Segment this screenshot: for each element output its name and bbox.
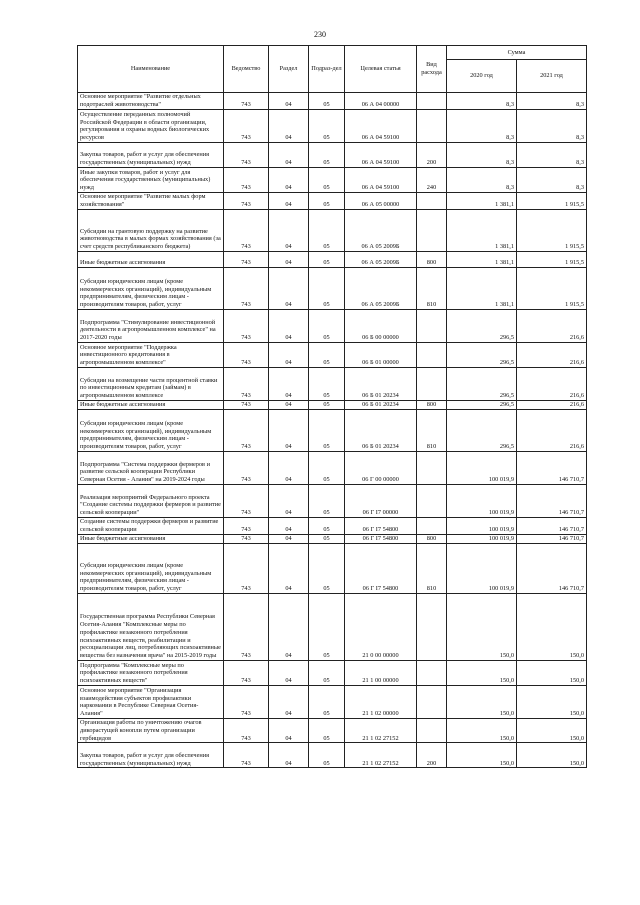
cell-expense-type: [417, 93, 447, 110]
cell-name: Иные бюджетные ассигнования: [78, 252, 224, 268]
table-row: [78, 410, 587, 452]
cell-vedomstvo: 743: [224, 743, 269, 768]
cell-name: Иные бюджетные ассигнования: [78, 535, 224, 544]
cell-target-article: 06 Г 00 00000: [345, 452, 417, 485]
cell-year-2021: 150,0: [517, 686, 587, 719]
cell-razdel: 04: [269, 210, 309, 252]
cell-vedomstvo: 743: [224, 686, 269, 719]
cell-year-2021: 1 915,5: [517, 193, 587, 210]
cell-expense-type: [417, 661, 447, 686]
cell-year-2020: 100 019,9: [447, 518, 517, 535]
header-target-article: Целевая статья: [345, 46, 417, 93]
cell-expense-type: 800: [417, 252, 447, 268]
cell-expense-type: [417, 485, 447, 518]
cell-year-2021: 150,0: [517, 594, 587, 661]
cell-year-2021: 8,3: [517, 110, 587, 143]
cell-name: Основное мероприятие "Развитие отдельных подотраслей животноводства": [78, 93, 224, 110]
cell-year-2021: 216,6: [517, 310, 587, 343]
cell-expense-type: 810: [417, 410, 447, 452]
cell-name: Создание системы поддержки фермеров и развитие сельской кооперации: [78, 518, 224, 535]
table-row: [78, 193, 587, 210]
cell-vedomstvo: 743: [224, 252, 269, 268]
cell-expense-type: [417, 368, 447, 401]
cell-year-2020: 100 019,9: [447, 535, 517, 544]
cell-name: Реализация мероприятий Федерального проекта "Создание системы поддержки фермеров и развитие сельской кооперации": [78, 485, 224, 518]
cell-razdel: 04: [269, 594, 309, 661]
cell-vedomstvo: 743: [224, 661, 269, 686]
cell-year-2021: 216,6: [517, 410, 587, 452]
cell-target-article: 06 Б 01 20234: [345, 410, 417, 452]
cell-year-2021: 216,6: [517, 368, 587, 401]
cell-year-2020: 150,0: [447, 719, 517, 743]
table-row: [78, 143, 587, 168]
cell-year-2020: 150,0: [447, 686, 517, 719]
cell-expense-type: 240: [417, 168, 447, 193]
cell-year-2020: 8,3: [447, 143, 517, 168]
cell-name: Субсидии на грантовую поддержку на развитие животноводства в малых формах хозяйствования (за счет средств республиканского бюджета): [78, 210, 224, 252]
cell-year-2020: 8,3: [447, 93, 517, 110]
cell-target-article: 06 А 04 59100: [345, 110, 417, 143]
cell-expense-type: 200: [417, 743, 447, 768]
page-number: 230: [314, 30, 326, 39]
cell-target-article: 06 А 05 2009Б: [345, 210, 417, 252]
cell-podrazdel: 05: [309, 143, 345, 168]
cell-razdel: 04: [269, 310, 309, 343]
cell-year-2021: 1 915,5: [517, 210, 587, 252]
cell-podrazdel: 05: [309, 93, 345, 110]
cell-year-2021: 146 710,7: [517, 535, 587, 544]
cell-expense-type: 800: [417, 535, 447, 544]
table-row: [78, 544, 587, 594]
cell-expense-type: 810: [417, 544, 447, 594]
cell-podrazdel: 05: [309, 594, 345, 661]
cell-name: Подпрограмма "Система поддержки фермеров и развитие сельской кооперации Республики Северная Осетия - Алания" на 2019-2024 годы: [78, 452, 224, 485]
cell-razdel: 04: [269, 168, 309, 193]
cell-year-2020: 8,3: [447, 168, 517, 193]
cell-vedomstvo: 743: [224, 310, 269, 343]
table-row: [78, 168, 587, 193]
cell-name: Организация работы по уничтожению очагов дикорастущей конопли путем организации гербицидов: [78, 719, 224, 743]
cell-name: Субсидии на возмещение части процентной ставки по инвестиционным кредитам (займам) в агропромышленном комплексе: [78, 368, 224, 401]
cell-expense-type: [417, 686, 447, 719]
cell-name: Иные бюджетные ассигнования: [78, 401, 224, 410]
cell-target-article: 06 Б 01 00000: [345, 343, 417, 368]
cell-razdel: 04: [269, 452, 309, 485]
cell-year-2020: 100 019,9: [447, 544, 517, 594]
budget-table: [77, 45, 587, 768]
cell-target-article: 06 А 04 59100: [345, 143, 417, 168]
cell-target-article: 06 Г I7 00000: [345, 485, 417, 518]
table-row: [78, 93, 587, 110]
cell-name: Основное мероприятие "Организация взаимодействия субъектов профилактики наркомании в Республике Северная Осетия-Алания": [78, 686, 224, 719]
cell-year-2021: 8,3: [517, 143, 587, 168]
header-razdel: Раздел: [269, 46, 309, 93]
cell-podrazdel: 05: [309, 310, 345, 343]
cell-year-2020: 296,5: [447, 401, 517, 410]
cell-razdel: 04: [269, 252, 309, 268]
cell-name: Подпрограмма "Стимулирование инвестиционной деятельности в агропромышленном комплексе" на 2017-2020 годы: [78, 310, 224, 343]
cell-razdel: 04: [269, 93, 309, 110]
cell-expense-type: [417, 518, 447, 535]
cell-razdel: 04: [269, 368, 309, 401]
cell-year-2020: 1 381,1: [447, 252, 517, 268]
cell-year-2021: 8,3: [517, 168, 587, 193]
cell-vedomstvo: 743: [224, 368, 269, 401]
cell-podrazdel: 05: [309, 193, 345, 210]
cell-vedomstvo: 743: [224, 594, 269, 661]
cell-expense-type: [417, 210, 447, 252]
cell-year-2020: 150,0: [447, 743, 517, 768]
table-row: [78, 686, 587, 719]
cell-target-article: 06 А 05 2009Б: [345, 268, 417, 310]
cell-target-article: 06 Б 00 00000: [345, 310, 417, 343]
cell-vedomstvo: 743: [224, 719, 269, 743]
cell-name: Осуществление переданных полномочий Российской Федерации в области организации, регулирования и охраны водных биологических ресурсов: [78, 110, 224, 143]
header-year-2021: 2021 год: [517, 60, 587, 93]
cell-podrazdel: 05: [309, 168, 345, 193]
cell-podrazdel: 05: [309, 535, 345, 544]
cell-vedomstvo: 743: [224, 343, 269, 368]
cell-year-2021: 150,0: [517, 719, 587, 743]
cell-target-article: 21 1 02 27152: [345, 743, 417, 768]
cell-year-2020: 296,5: [447, 310, 517, 343]
cell-target-article: 06 Г I7 54800: [345, 518, 417, 535]
cell-razdel: 04: [269, 661, 309, 686]
cell-year-2020: 296,5: [447, 410, 517, 452]
cell-year-2021: 216,6: [517, 343, 587, 368]
table-row: [78, 401, 587, 410]
cell-target-article: 21 0 00 00000: [345, 594, 417, 661]
cell-podrazdel: 05: [309, 410, 345, 452]
cell-vedomstvo: 743: [224, 485, 269, 518]
table-row: [78, 210, 587, 252]
cell-vedomstvo: 743: [224, 410, 269, 452]
cell-name: Субсидии юридическим лицам (кроме некоммерческих организаций), индивидуальным предпринимателям, физическим лицам - производителям товаров, работ, услуг: [78, 410, 224, 452]
cell-year-2021: 1 915,5: [517, 252, 587, 268]
cell-year-2021: 150,0: [517, 743, 587, 768]
cell-target-article: 06 А 04 00000: [345, 93, 417, 110]
cell-target-article: 21 1 02 27152: [345, 719, 417, 743]
table-row: [78, 110, 587, 143]
table-row: [78, 518, 587, 535]
cell-name: Закупка товаров, работ и услуг для обеспечения государственных (муниципальных) нужд: [78, 743, 224, 768]
cell-target-article: 06 А 05 00000: [345, 193, 417, 210]
cell-name: Подпрограмма "Комплексные меры по профилактике незаконного потребления психоактивных веществ": [78, 661, 224, 686]
cell-podrazdel: 05: [309, 686, 345, 719]
cell-year-2020: 150,0: [447, 661, 517, 686]
cell-target-article: 06 А 05 2009Б: [345, 252, 417, 268]
cell-expense-type: [417, 343, 447, 368]
cell-expense-type: [417, 310, 447, 343]
table-row: [78, 743, 587, 768]
cell-podrazdel: 05: [309, 518, 345, 535]
table-row: [78, 535, 587, 544]
cell-year-2020: 1 381,1: [447, 268, 517, 310]
header-summa: Сумма: [447, 46, 587, 60]
cell-podrazdel: 05: [309, 452, 345, 485]
cell-year-2021: 150,0: [517, 661, 587, 686]
header-name: Наименование: [78, 46, 224, 93]
cell-target-article: 21 1 02 00000: [345, 686, 417, 719]
table-row: [78, 661, 587, 686]
cell-name: Основное мероприятие "Развитие малых форм хозяйствования": [78, 193, 224, 210]
cell-podrazdel: 05: [309, 210, 345, 252]
cell-expense-type: [417, 719, 447, 743]
cell-year-2020: 1 381,1: [447, 193, 517, 210]
table-row: [78, 310, 587, 343]
cell-target-article: 06 Б 01 20234: [345, 368, 417, 401]
cell-razdel: 04: [269, 343, 309, 368]
cell-expense-type: [417, 452, 447, 485]
cell-target-article: 21 1 00 00000: [345, 661, 417, 686]
cell-expense-type: [417, 193, 447, 210]
table-row: [78, 252, 587, 268]
cell-year-2021: 8,3: [517, 93, 587, 110]
cell-podrazdel: 05: [309, 268, 345, 310]
cell-year-2021: 146 710,7: [517, 518, 587, 535]
cell-razdel: 04: [269, 518, 309, 535]
cell-vedomstvo: 743: [224, 143, 269, 168]
table-row: [78, 452, 587, 485]
header-vedomstvo: Ведомство: [224, 46, 269, 93]
cell-year-2020: 100 019,9: [447, 485, 517, 518]
cell-vedomstvo: 743: [224, 210, 269, 252]
cell-razdel: 04: [269, 719, 309, 743]
cell-vedomstvo: 743: [224, 168, 269, 193]
cell-podrazdel: 05: [309, 661, 345, 686]
cell-podrazdel: 05: [309, 343, 345, 368]
cell-year-2020: 150,0: [447, 594, 517, 661]
cell-vedomstvo: 743: [224, 93, 269, 110]
cell-razdel: 04: [269, 401, 309, 410]
cell-podrazdel: 05: [309, 401, 345, 410]
cell-year-2020: 296,5: [447, 368, 517, 401]
cell-vedomstvo: 743: [224, 193, 269, 210]
header-expense-type: Вид расхода: [417, 46, 447, 93]
cell-vedomstvo: 743: [224, 268, 269, 310]
cell-razdel: 04: [269, 485, 309, 518]
cell-podrazdel: 05: [309, 368, 345, 401]
cell-podrazdel: 05: [309, 743, 345, 768]
table-row: [78, 719, 587, 743]
cell-podrazdel: 05: [309, 544, 345, 594]
cell-year-2021: 146 710,7: [517, 485, 587, 518]
cell-vedomstvo: 743: [224, 535, 269, 544]
cell-year-2020: 100 019,9: [447, 452, 517, 485]
cell-razdel: 04: [269, 143, 309, 168]
cell-year-2021: 146 710,7: [517, 452, 587, 485]
cell-vedomstvo: 743: [224, 401, 269, 410]
cell-razdel: 04: [269, 544, 309, 594]
cell-razdel: 04: [269, 535, 309, 544]
cell-name: Государственная программа Республики Северная Осетия-Алания "Комплексные меры по профилактике незаконного потребления психоактивных веществ, реабилитации и ресоциализации лиц, потребляющих психоактивные вещества без назначения врача" на 2015-2019 годы: [78, 594, 224, 661]
header-year-2020: 2020 год: [447, 60, 517, 93]
cell-year-2020: 1 381,1: [447, 210, 517, 252]
table-row: [78, 594, 587, 661]
cell-expense-type: 200: [417, 143, 447, 168]
table-body: [78, 93, 587, 768]
cell-expense-type: [417, 594, 447, 661]
cell-target-article: 06 Б 01 20234: [345, 401, 417, 410]
cell-expense-type: [417, 110, 447, 143]
cell-razdel: 04: [269, 193, 309, 210]
cell-podrazdel: 05: [309, 485, 345, 518]
cell-expense-type: 800: [417, 401, 447, 410]
table-row: [78, 485, 587, 518]
cell-vedomstvo: 743: [224, 518, 269, 535]
cell-year-2021: 146 710,7: [517, 544, 587, 594]
cell-podrazdel: 05: [309, 719, 345, 743]
cell-podrazdel: 05: [309, 110, 345, 143]
cell-target-article: 06 А 04 59100: [345, 168, 417, 193]
cell-podrazdel: 05: [309, 252, 345, 268]
cell-name: Закупка товаров, работ и услуг для обеспечения государственных (муниципальных) нужд: [78, 143, 224, 168]
cell-year-2020: 296,5: [447, 343, 517, 368]
cell-target-article: 06 Г I7 54800: [345, 535, 417, 544]
cell-razdel: 04: [269, 110, 309, 143]
cell-name: Субсидии юридическим лицам (кроме некоммерческих организаций), индивидуальным предпринимателям, физическим лицам - производителям товаров, работ, услуг: [78, 268, 224, 310]
cell-year-2020: 8,3: [447, 110, 517, 143]
header-podrazdel: Подраз-дел: [309, 46, 345, 93]
cell-vedomstvo: 743: [224, 544, 269, 594]
table-row: [78, 343, 587, 368]
cell-vedomstvo: 743: [224, 110, 269, 143]
cell-razdel: 04: [269, 268, 309, 310]
cell-razdel: 04: [269, 410, 309, 452]
cell-razdel: 04: [269, 686, 309, 719]
cell-name: Основное мероприятие "Поддержка инвестиционного кредитования в агропромышленном комплексе": [78, 343, 224, 368]
cell-name: Иные закупки товаров, работ и услуг для обеспечения государственных (муниципальных) нужд: [78, 168, 224, 193]
table-row: [78, 268, 587, 310]
cell-year-2021: 1 915,5: [517, 268, 587, 310]
cell-expense-type: 810: [417, 268, 447, 310]
cell-name: Субсидии юридическим лицам (кроме некоммерческих организаций), индивидуальным предпринимателям, физическим лицам - производителям товаров, работ, услуг: [78, 544, 224, 594]
cell-year-2021: 216,6: [517, 401, 587, 410]
cell-vedomstvo: 743: [224, 452, 269, 485]
cell-target-article: 06 Г I7 54800: [345, 544, 417, 594]
table-row: [78, 368, 587, 401]
cell-razdel: 04: [269, 743, 309, 768]
